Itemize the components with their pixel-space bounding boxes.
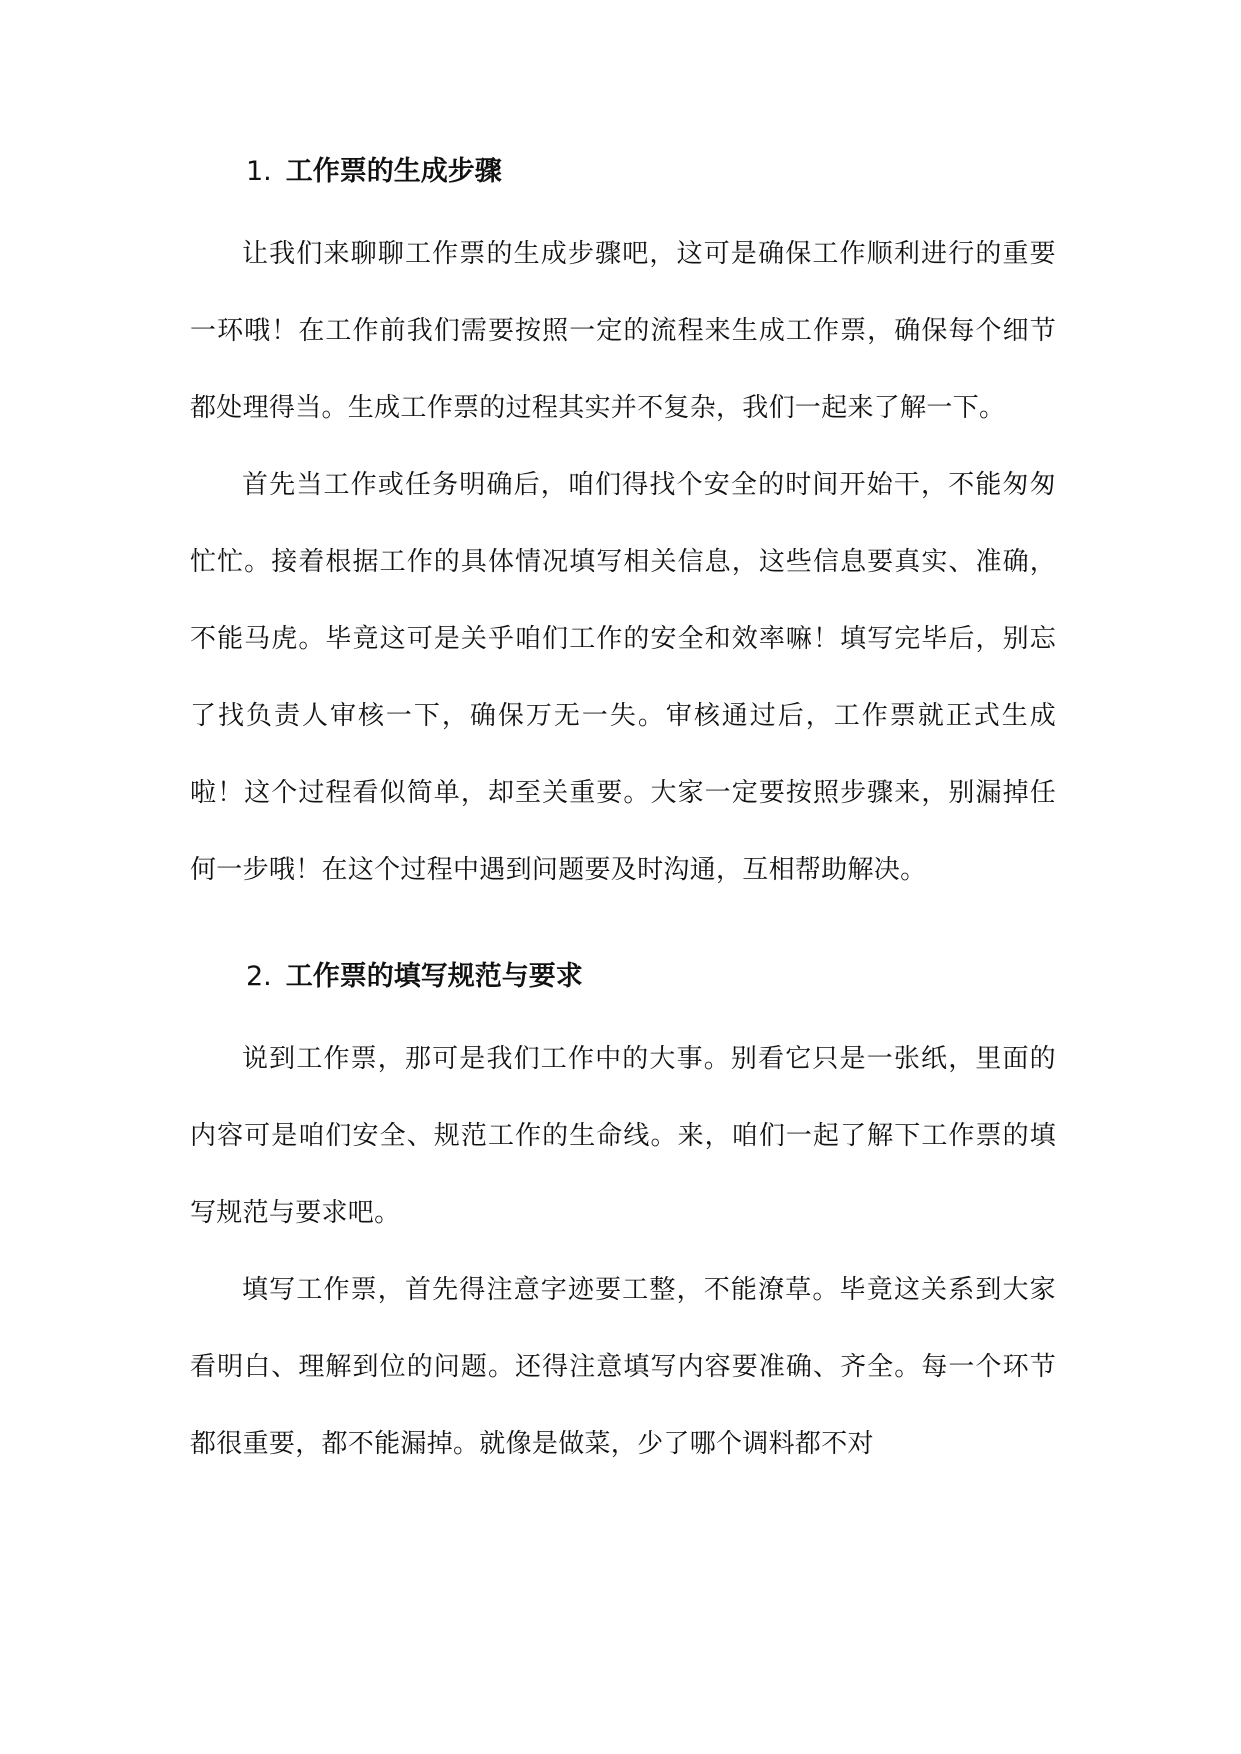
document-body — [190, 140, 1056, 1483]
section-number-1: 1. — [246, 156, 272, 187]
section-1-paragraph-1: 让我们来聊聊工作票的生成步骤吧，这可是确保工作顺利进行的重要一环哦！在工作前我们需要按照一定的流程来生成工作票，确保每个细节都处理得当。生成工作票的过程其实并不复杂，我们一起来了解一下。 — [190, 239, 1056, 423]
section-title-2: 工作票的填写规范与要求 — [285, 961, 583, 992]
section-2-paragraph-2: 填写工作票，首先得注意字迹要工整，不能潦草。毕竟这关系到大家看明白、理解到位的问题。还得注意填写内容要准确、齐全。每一个环节都很重要，都不能漏掉。就像是做菜，少了哪个调料都不对 — [190, 1275, 1056, 1459]
section-2-paragraph-1: 说到工作票，那可是我们工作中的大事。别看它只是一张纸，里面的内容可是咱们安全、规范工作的生命线。来，咱们一起了解下工作票的填写规范与要求吧。 — [190, 1044, 1056, 1228]
section-heading-2 — [190, 945, 1056, 1009]
section-title-1: 工作票的生成步骤 — [285, 156, 502, 187]
section-1-paragraph-2: 首先当工作或任务明确后，咱们得找个安全的时间开始干，不能匆匆忙忙。接着根据工作的具体情况填写相关信息，这些信息要真实、准确，不能马虎。毕竟这可是关乎咱们工作的安全和效率嘛！填写完毕后，别忘了找负责人审核一下，确保万无一失。审核通过后，工作票就正式生成啦！这个过程看似简单，却至关重要。大家一定要按照步骤来，别漏掉任何一步哦！在这个过程中遇到问题要及时沟通，互相帮助解决。 — [190, 470, 1056, 885]
section-number-2: 2. — [246, 961, 272, 992]
section-heading-1 — [190, 140, 1056, 204]
